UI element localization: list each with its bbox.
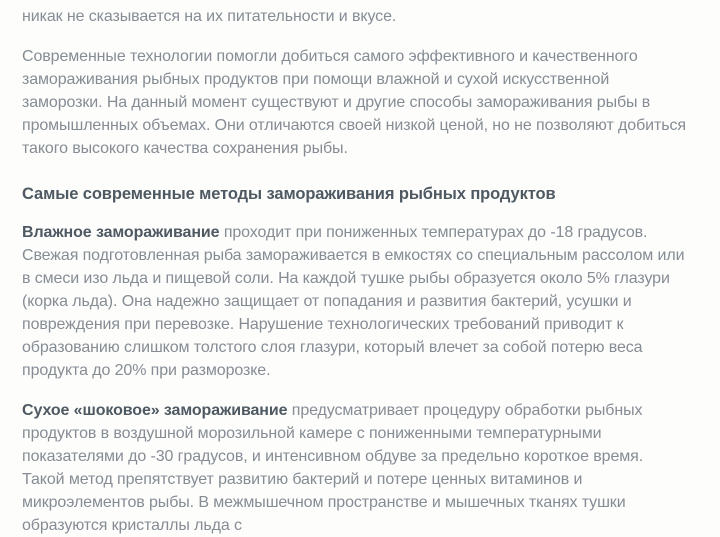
wet-freezing-text: проходит при пониженных температурах до -18 градусов. Свежая подготовленная рыба замораживается в емкостях со специальным рассолом или в смеси изо льда и пищевой соли. На каждой тушке рыбы образуется около 5% глазури (корка льда). Она надежно защищает от попадания и развития бактерий, усушки и повреждения при перевозке. Нарушение технологических требований приводит к образованию слишком толстого слоя глазури, который влечет за собой потерю веса продукта до 20% при разморозке. bbox=[22, 224, 685, 379]
wet-freezing-paragraph bbox=[22, 221, 687, 382]
dry-freezing-paragraph bbox=[22, 399, 687, 537]
modern-tech-paragraph: Современные технологии помогли добиться самого эффективного и качественного замораживания рыбных продуктов при помощи влажной и сухой искусственной заморозки. На данный момент существуют и другие способы замораживания рыбы в промышленных объемах. Они отличаются своей низкой ценой, но не позволяют добиться такого высокого качества сохранения рыбы. bbox=[22, 48, 686, 157]
intro-tail-paragraph: никак не сказывается на их питательности и вкусе. bbox=[22, 8, 397, 25]
dry-freezing-text: предусматривает процедуру обработки рыбных продуктов в воздушной морозильной камере с пониженными температурными показателями до -30 градусов, и интенсивном обдуве за предельно короткое время. Такой метод препятствует развитию бактерий и потере ценных витаминов и микроэлементов рыбы. В межмышечном пространстве и мышечных тканях тушки образуются кристаллы льда с bbox=[22, 402, 644, 534]
dry-freezing-lead: Сухое «шоковое» замораживание bbox=[22, 402, 288, 419]
section-heading: Самые современные методы замораживания рыбных продуктов bbox=[22, 185, 556, 203]
wet-freezing-lead: Влажное замораживание bbox=[22, 224, 220, 241]
